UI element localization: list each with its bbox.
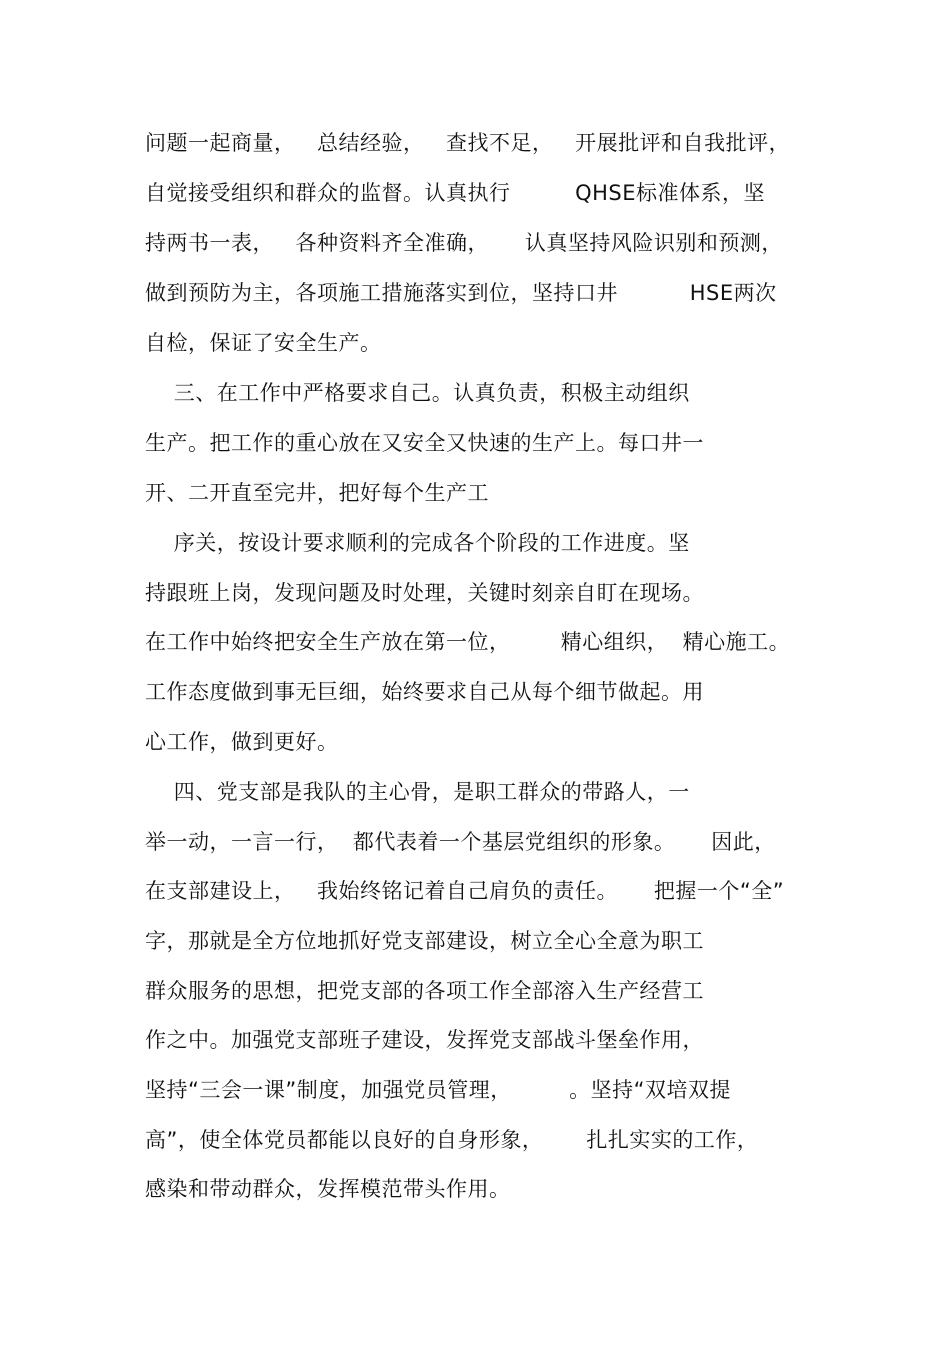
text-line-7: 生产。把工作的重心放在又安全又快速的生产上。每口井一 [145,431,704,455]
text-line-17: 字，那就是全方位地抓好党支部建设，树立全心全意为职工 [145,929,704,953]
text-line-15: 举一动，一言一行， 都代表着一个基层党组织的形象。 因此， [145,830,776,854]
text-line-12: 工作态度做到事无巨细，始终要求自己从每个细节做起。用 [145,680,704,704]
text-line-22: 感染和带动群众，发挥模范带头作用。 [145,1177,511,1201]
text-line-19: 作之中。加强党支部班子建设，发挥党支部战斗堡垒作用， [145,1028,704,1052]
text-line-13: 心工作，做到更好。 [145,730,339,754]
text-line-3: 持两书一表， 各种资料齐全准确， 认真坚持风险识别和预测， [145,231,783,255]
text-line-20: 坚持“三会一课”制度，加强党员管理， 。坚持“双培双提 [145,1078,732,1102]
text-line-11: 在工作中始终把安全生产放在第一位， 精心组织， 精心施工。 [145,630,791,654]
text-line-14: 四、党支部是我队的主心骨，是职工群众的带路人，一 [145,780,690,804]
text-line-8: 开、二开直至完井，把好每个生产工 [145,481,489,505]
text-line-9: 序关，按设计要求顺利的完成各个阶段的工作进度。坚 [145,531,690,555]
text-line-16: 在支部建设上， 我始终铭记着自己肩负的责任。 把握一个“全” [145,879,785,903]
text-line-4: 做到预防为主，各项施工措施落实到位，坚持口井 HSE两次 [145,281,777,305]
text-line-5: 自检，保证了安全生产。 [145,331,382,355]
text-line-1: 问题一起商量， 总结经验， 查找不足， 开展批评和自我批评， [145,131,791,155]
text-line-2: 自觉接受组织和群众的监督。认真执行 QHSE标准体系，坚 [145,181,765,205]
text-line-18: 群众服务的思想，把党支部的各项工作全部溶入生产经营工 [145,979,704,1003]
text-line-21: 高”，使全体党员都能以良好的自身形象， 扎扎实实的工作， [145,1128,759,1152]
text-line-6: 三、在工作中严格要求自己。认真负责，积极主动组织 [145,381,690,405]
text-line-10: 持跟班上岗，发现问题及时处理，关键时刻亲自盯在现场。 [145,581,704,605]
